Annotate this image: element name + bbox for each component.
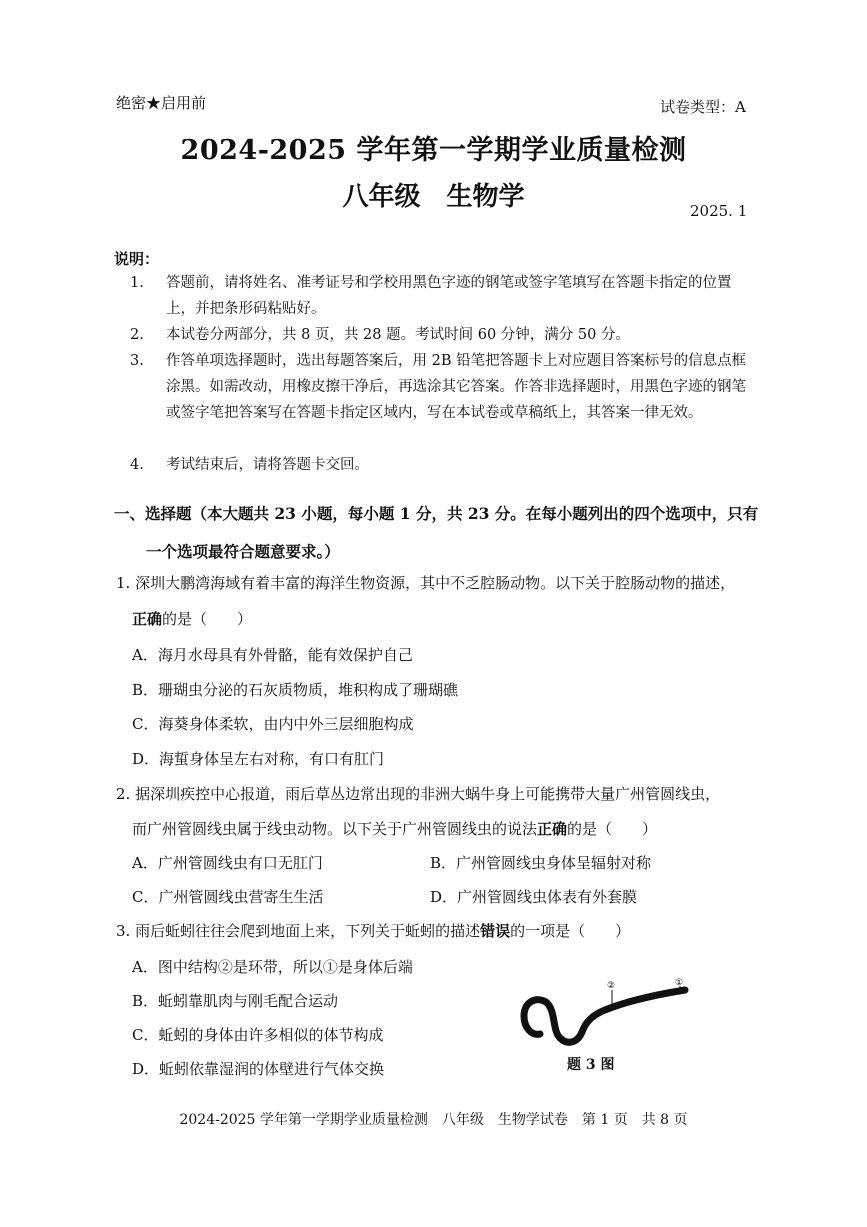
marker-2: ② xyxy=(607,981,616,991)
exam-title: 2024-2025 学年第一学期学业质量检测 xyxy=(180,135,687,166)
emphasis-word: 正确 xyxy=(537,820,568,838)
instruction-text: 考试结束后，请将答题卡交回。 xyxy=(166,457,369,473)
option-c: C．广州管圆线虫营寄生生活 xyxy=(132,888,324,906)
instruction-number: 4. xyxy=(130,457,144,473)
option-b: B．珊瑚虫分泌的石灰质物质，堆积构成了珊瑚礁 xyxy=(132,681,459,699)
emphasis-word: 正确 xyxy=(132,610,163,628)
question-2-stem: 2. 据深圳疾控中心报道，雨后草丛边常出现的非洲大蜗牛身上可能携带大量广州管圆线虫， xyxy=(116,785,721,803)
question-1-stem: 1. 深圳大鹏湾海域有着丰富的海洋生物资源，其中不乏腔肠动物。以下关于腔肠动物的描述， xyxy=(116,574,736,592)
option-d: D．海蜇身体呈左右对称，有口有肛门 xyxy=(132,750,385,768)
section-heading: 一、选择题（本大题共 23 小题，每小题 1 分，共 23 分。在每小题列出的四个选项中，只有 xyxy=(114,504,759,523)
option-a: A．广州管圆线虫有口无肛门 xyxy=(132,854,323,872)
stem-text: 的是（ ） xyxy=(162,610,253,628)
option-a: A．海月水母具有外骨骼，能有效保护自己 xyxy=(132,646,413,664)
instruction-number: 2. xyxy=(130,327,144,343)
option-d: D．广州管圆线虫体表有外套膜 xyxy=(430,888,638,906)
earthworm-figure xyxy=(510,976,700,1056)
earthworm-body xyxy=(524,990,685,1042)
instruction-item xyxy=(130,348,748,426)
instruction-number: 3. xyxy=(130,353,144,369)
instruction-text: 答题前，请将姓名、准考证号和学校用黑色字迹的钢笔或签字笔填写在答题卡指定的位置上，并把条形码粘贴好。 xyxy=(166,275,732,317)
page-footer: 2024-2025 学年第一学期学业质量检测 八年级 生物学试卷 第 1 页 共 8 页 xyxy=(179,1112,688,1128)
option-b: B．蚯蚓靠肌肉与刚毛配合运动 xyxy=(132,992,339,1010)
question-3-stem xyxy=(116,920,630,941)
figure-caption: 题 3 图 xyxy=(567,1057,615,1073)
option-b: B．广州管圆线虫身体呈辐射对称 xyxy=(430,854,652,872)
instruction-number: 1. xyxy=(130,275,144,291)
instruction-item xyxy=(130,452,748,478)
instruction-text: 本试卷分两部分，共 8 页，共 28 题。考试时间 60 分钟，满分 50 分。 xyxy=(166,327,630,343)
stem-text: 3. 雨后蚯蚓往往会爬到地面上来，下列关于蚯蚓的描述 xyxy=(116,922,481,940)
marker-1: ① xyxy=(675,978,684,988)
option-d: D．蚯蚓依靠湿润的体壁进行气体交换 xyxy=(132,1060,385,1078)
emphasis-word: 错误 xyxy=(480,922,511,940)
instruction-item xyxy=(130,270,748,322)
section-heading-cont: 一个选项最符合题意要求。） xyxy=(146,542,340,561)
exam-date: 2025. 1 xyxy=(690,202,748,220)
paper-type-label: 试卷类型：A xyxy=(660,98,746,116)
instruction-item xyxy=(130,322,748,348)
question-2-stem-cont xyxy=(132,818,657,839)
option-c: C．蚯蚓的身体由许多相似的体节构成 xyxy=(132,1026,384,1044)
stem-text: 的是（ ） xyxy=(567,820,658,838)
instruction-text: 作答单项选择题时，选出每题答案后，用 2B 铅笔把答题卡上对应题目答案标号的信息点框涂黑。如需改动，用橡皮擦干净后，再选涂其它答案。作答非选择题时，用黑色字迹的钢笔或签字笔把答案写在答题卡指定区域内，写在本试卷或草稿纸上，其答案一律无效。 xyxy=(166,353,747,421)
question-1-stem-cont xyxy=(132,608,252,629)
stem-text: 而广州管圆线虫属于线虫动物。以下关于广州管圆线虫的说法 xyxy=(132,820,538,838)
stem-text: 的一项是（ ） xyxy=(510,922,631,940)
instructions-heading: 说明： xyxy=(114,250,160,268)
option-c: C．海葵身体柔软，由内中外三层细胞构成 xyxy=(132,715,414,733)
option-a: A．图中结构②是环带，所以①是身体后端 xyxy=(132,958,413,976)
confidential-label: 绝密★启用前 xyxy=(116,94,207,112)
exam-subtitle: 八年级 生物学 xyxy=(342,182,525,212)
